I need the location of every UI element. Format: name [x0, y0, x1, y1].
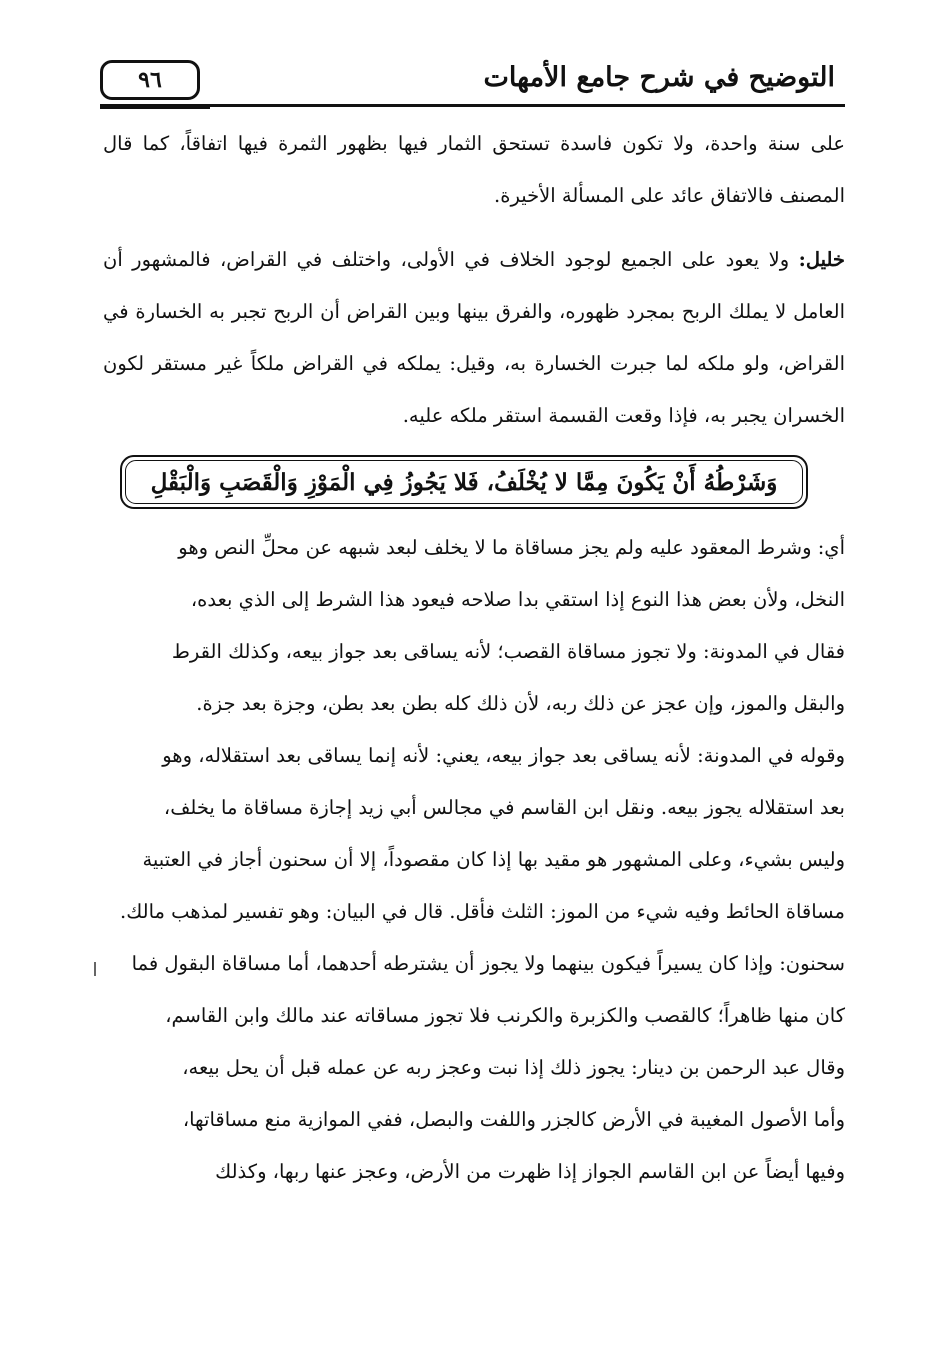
- text-line: فقال في المدونة: ولا تجوز مساقاة القصب؛ لأنه يساقى بعد جواز بيعه، وكذلك القرط: [171, 640, 845, 663]
- explanation-paragraph: [103, 522, 845, 1198]
- paragraph-text: على سنة واحدة، ولا تكون فاسدة تستحق الثمار فيها بظهور الثمرة فيها اتفاقاً، كما قال المصنف فالاتفاق عائد على المسألة الأخيرة.: [103, 132, 845, 207]
- text-line: وقوله في المدونة: لأنه يساقى بعد جواز بيعه، يعني: لأنه إنما يساقى بعد استقلاله، وهو: [162, 744, 845, 767]
- header-rule-thick: [100, 104, 210, 109]
- running-title: التوضيح في شرح جامع الأمهات: [483, 62, 835, 93]
- matn-text: وَشَرْطُهُ أَنْ يَكُونَ مِمَّا لا يُخْلَفُ، فَلا يَجُوزُ فِي الْمَوْزِ وَالْقَصَبِ وَالْبَقْلِ: [150, 468, 778, 496]
- paragraph-text: ولا يعود على الجميع لوجود الخلاف في الأولى، واختلف في القراض، فالمشهور أن العامل لا يملك الربح بمجرد ظهوره، والفرق بينها وبين القراض أن الربح تجبر به الخسارة في القراض، ولو ملكه لما جبرت الخسارة به، وقيل: يملكه في القراض ملكاً غير مستقر لكون الخسران يجبر به، فإذا وقعت القسمة استقر ملكه عليه.: [103, 248, 845, 427]
- text-line: النخل، ولأن بعض هذا النوع إذا استقي بدا صلاحه فيعود هذا الشرط إلى الذي بعده،: [190, 588, 845, 611]
- paragraph-continuation: [103, 118, 845, 222]
- text-line: أي: وشرط المعقود عليه ولم يجز مساقاة ما لا يخلف لبعد شبهه عن محلِّ النص وهو: [178, 536, 845, 559]
- text-line: سحنون: وإذا كان يسيراً فيكون بينهما ولا يجوز أن يشترطه أحدهما، أما مساقاة البقول فما: [131, 952, 845, 975]
- text-line: وفيها أيضاً عن ابن القاسم الجواز إذا ظهرت من الأرض، وعجز عنها ربها، وكذلك: [215, 1160, 845, 1183]
- speaker-label: خليل:: [798, 248, 845, 271]
- margin-mark: [94, 962, 96, 976]
- text-line: بعد استقلاله يجوز بيعه. ونقل ابن القاسم في مجالس أبي زيد إجازة مساقاة ما يخلف،: [163, 796, 845, 819]
- page-number-box: [100, 60, 200, 100]
- commentary-paragraph: [103, 234, 845, 442]
- text-line: كان منها ظاهراً؛ كالقصب والكزبرة والكرنب فلا تجوز مساقاته عند مالك وابن القاسم،: [165, 1004, 845, 1027]
- text-line: مساقاة الحائط وفيه شيء من الموز: الثلث فأقل. قال في البيان: وهو تفسير لمذهب مالك.: [120, 900, 845, 923]
- text-line: والبقل والموز، وإن عجز عن ذلك ربه، لأن ذلك كله بطن بعد بطن، وجزة بعد جزة.: [196, 692, 845, 715]
- text-line: وقال عبد الرحمن بن دينار: يجوز ذلك إذا نبت وعجز ربه عن عمله قبل أن يحل بيعه،: [182, 1056, 845, 1079]
- page-number: ٩٦: [138, 67, 162, 93]
- matn-quote-box: [120, 455, 808, 509]
- page-header: [100, 60, 845, 110]
- header-rule: [202, 104, 845, 107]
- text-line: وليس بشيء، وعلى المشهور هو مقيد بها إذا كان مقصوداً، إلا أن سحنون أجاز في العتبية: [142, 848, 845, 871]
- text-line: وأما الأصول المغيبة في الأرض كالجزر واللفت والبصل، ففي الموازية منع مساقاتها،: [182, 1108, 845, 1131]
